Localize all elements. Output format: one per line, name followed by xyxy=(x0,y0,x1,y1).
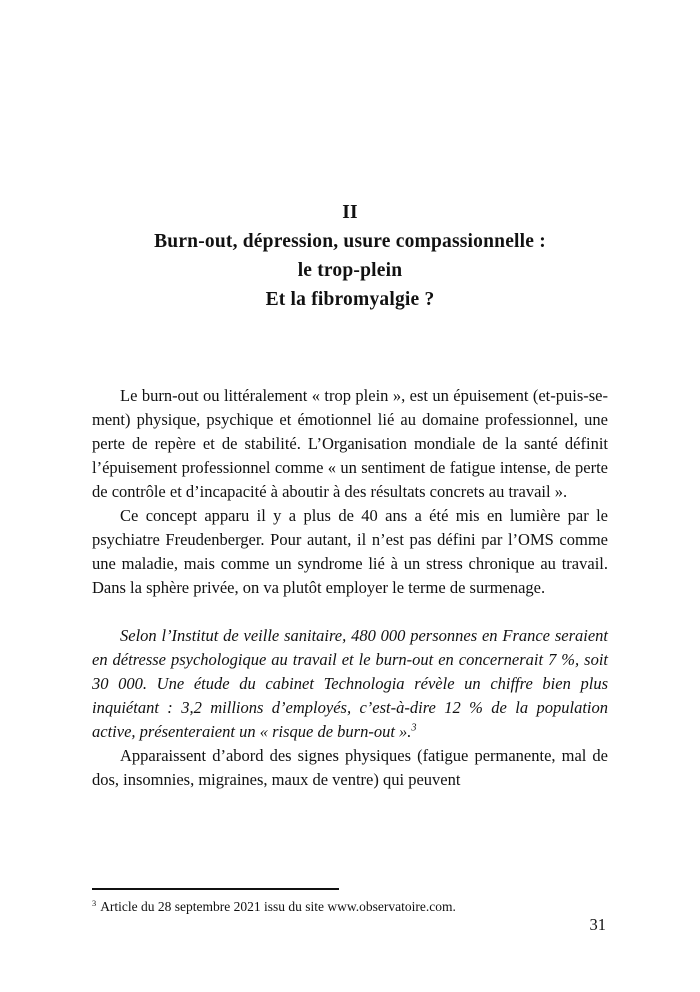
chapter-heading xyxy=(92,198,608,314)
footnote-number: 3 xyxy=(92,898,97,908)
paragraph-2 xyxy=(92,504,608,600)
paragraph-1-text: Le burn-out ou littéralement « trop plein », est un épuisement (et-puis-se-ment) physique, psychique et émotionnel lié au domaine professionnel, une perte de repère et de stabilité. L’Organisation mondiale de la santé définit l’épuisement professionnel comme « un sentiment de fatigue intense, de perte de contrôle et d’incapacité à aboutir à des résultats concrets au travail ». xyxy=(92,386,608,501)
paragraph-3-quote xyxy=(92,624,608,744)
body-text xyxy=(92,384,608,792)
paragraph-4-text: Apparaissent d’abord des signes physiques (fatigue permanente, mal de dos, insomnies, migraines, maux de ventre) qui peuvent xyxy=(92,746,608,789)
footnote-text: Article du 28 septembre 2021 issu du site www.observatoire.com. xyxy=(100,899,456,914)
paragraph-2-text: Ce concept apparu il y a plus de 40 ans a été mis en lumière par le psychiatre Freudenberger. Pour autant, il n’est pas défini par l’OMS comme une maladie, mais comme un syndrome lié à un stress chronique au travail. Dans la sphère privée, on va plutôt employer le terme de surmenage. xyxy=(92,506,608,597)
chapter-title-line-1: Burn-out, dépression, usure compassionnelle : xyxy=(154,231,546,252)
footnote-ref-marker: 3 xyxy=(411,722,417,734)
page-number: 31 xyxy=(589,915,606,934)
footnote-separator-rule xyxy=(92,888,339,890)
paragraph-4 xyxy=(92,744,608,792)
chapter-title-line-2: le trop-plein xyxy=(297,260,403,281)
chapter-title-line-3: Et la fibromyalgie ? xyxy=(265,289,435,310)
footnote xyxy=(92,898,608,916)
paragraph-3-text: Selon l’Institut de veille sanitaire, 480 000 personnes en France seraient en détresse psychologique au travail et le burn-out en concernerait 7 %, soit 30 000. Une étude du cabinet Technologia révèle un chiffre bien plus inquiétant : 3,2 millions d’employés, c’est-à-dire 12 % de la population active, présenteraient un « risque de burn-out ». xyxy=(92,626,608,741)
chapter-number: II xyxy=(342,202,358,223)
paragraph-1 xyxy=(92,384,608,504)
